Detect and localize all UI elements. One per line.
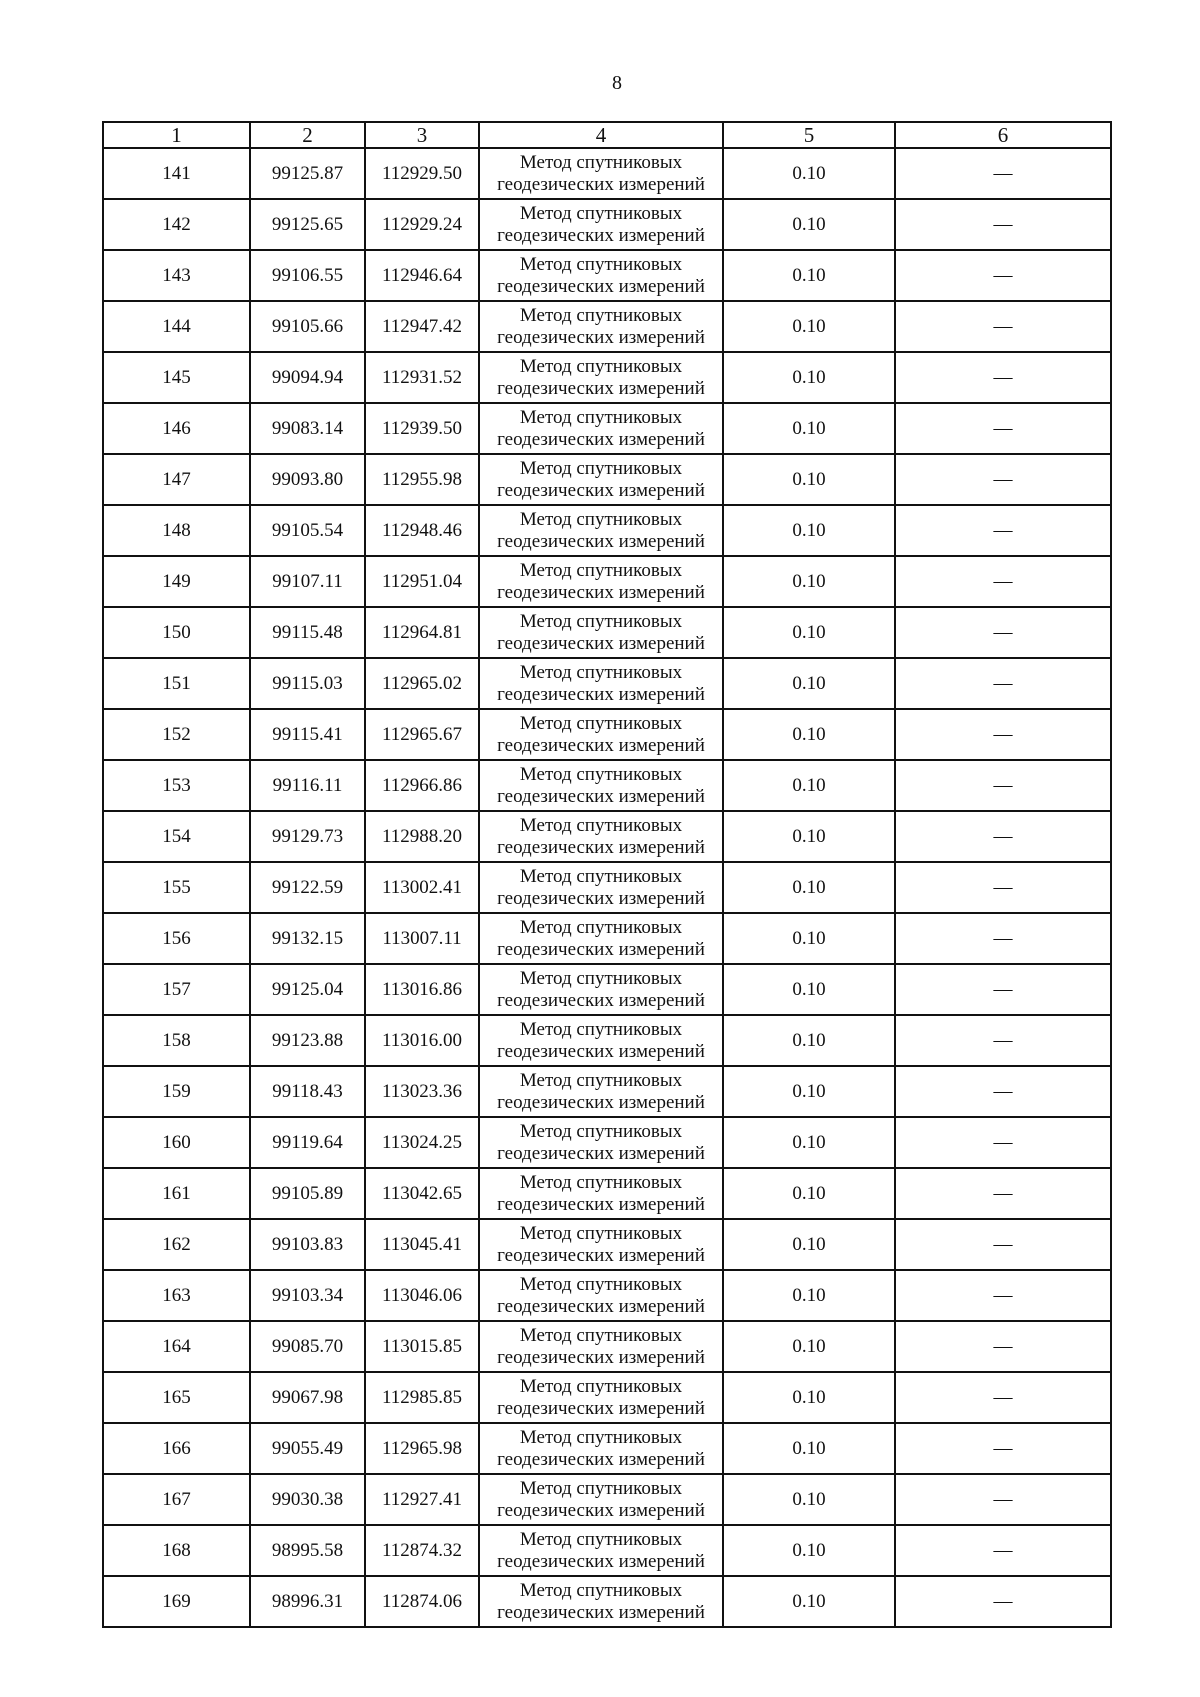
- column-header-3: 3: [365, 122, 479, 148]
- x-coordinate-cell: 98996.31: [250, 1576, 365, 1627]
- accuracy-cell: 0.10: [723, 1015, 895, 1066]
- x-coordinate-cell: 99125.65: [250, 199, 365, 250]
- x-coordinate-cell: 99103.34: [250, 1270, 365, 1321]
- table-row: [103, 1015, 1111, 1066]
- column-header-6: 6: [895, 122, 1111, 148]
- x-coordinate-cell: 99129.73: [250, 811, 365, 862]
- point-number-cell: 143: [103, 250, 250, 301]
- table-row: [103, 403, 1111, 454]
- x-coordinate-cell: 99106.55: [250, 250, 365, 301]
- x-coordinate-cell: 99132.15: [250, 913, 365, 964]
- accuracy-cell: 0.10: [723, 1372, 895, 1423]
- accuracy-cell: 0.10: [723, 760, 895, 811]
- accuracy-cell: 0.10: [723, 658, 895, 709]
- method-cell: Метод спутниковых геодезических измерений: [479, 1321, 723, 1372]
- point-number-cell: 166: [103, 1423, 250, 1474]
- y-coordinate-cell: 113024.25: [365, 1117, 479, 1168]
- point-number-cell: 169: [103, 1576, 250, 1627]
- accuracy-cell: 0.10: [723, 352, 895, 403]
- accuracy-cell: 0.10: [723, 556, 895, 607]
- note-cell: —: [895, 199, 1111, 250]
- table-row: [103, 199, 1111, 250]
- point-number-cell: 155: [103, 862, 250, 913]
- y-coordinate-cell: 112931.52: [365, 352, 479, 403]
- accuracy-cell: 0.10: [723, 199, 895, 250]
- point-number-cell: 160: [103, 1117, 250, 1168]
- table-row: [103, 250, 1111, 301]
- table-row: [103, 913, 1111, 964]
- table-row: [103, 760, 1111, 811]
- note-cell: —: [895, 811, 1111, 862]
- point-number-cell: 159: [103, 1066, 250, 1117]
- column-header-2: 2: [250, 122, 365, 148]
- table-row: [103, 1270, 1111, 1321]
- y-coordinate-cell: 112929.50: [365, 148, 479, 199]
- point-number-cell: 152: [103, 709, 250, 760]
- accuracy-cell: 0.10: [723, 505, 895, 556]
- point-number-cell: 158: [103, 1015, 250, 1066]
- accuracy-cell: 0.10: [723, 250, 895, 301]
- x-coordinate-cell: 99115.03: [250, 658, 365, 709]
- method-cell: Метод спутниковых геодезических измерений: [479, 454, 723, 505]
- accuracy-cell: 0.10: [723, 1066, 895, 1117]
- x-coordinate-cell: 99116.11: [250, 760, 365, 811]
- point-number-cell: 168: [103, 1525, 250, 1576]
- y-coordinate-cell: 112929.24: [365, 199, 479, 250]
- point-number-cell: 150: [103, 607, 250, 658]
- point-number-cell: 161: [103, 1168, 250, 1219]
- table-row: [103, 148, 1111, 199]
- point-number-cell: 154: [103, 811, 250, 862]
- y-coordinate-cell: 113016.86: [365, 964, 479, 1015]
- method-cell: Метод спутниковых геодезических измерений: [479, 811, 723, 862]
- table-row: [103, 964, 1111, 1015]
- method-cell: Метод спутниковых геодезических измерений: [479, 709, 723, 760]
- note-cell: —: [895, 403, 1111, 454]
- note-cell: —: [895, 1015, 1111, 1066]
- note-cell: —: [895, 913, 1111, 964]
- x-coordinate-cell: 99122.59: [250, 862, 365, 913]
- table-row: [103, 1525, 1111, 1576]
- x-coordinate-cell: 99105.66: [250, 301, 365, 352]
- y-coordinate-cell: 113015.85: [365, 1321, 479, 1372]
- table-row: [103, 1168, 1111, 1219]
- accuracy-cell: 0.10: [723, 1168, 895, 1219]
- x-coordinate-cell: 99115.41: [250, 709, 365, 760]
- y-coordinate-cell: 112946.64: [365, 250, 479, 301]
- x-coordinate-cell: 99125.87: [250, 148, 365, 199]
- method-cell: Метод спутниковых геодезических измерений: [479, 1066, 723, 1117]
- table-row: [103, 352, 1111, 403]
- note-cell: —: [895, 250, 1111, 301]
- table-row: [103, 811, 1111, 862]
- accuracy-cell: 0.10: [723, 607, 895, 658]
- x-coordinate-cell: 99119.64: [250, 1117, 365, 1168]
- method-cell: Метод спутниковых геодезических измерений: [479, 1219, 723, 1270]
- method-cell: Метод спутниковых геодезических измерений: [479, 1423, 723, 1474]
- y-coordinate-cell: 112985.85: [365, 1372, 479, 1423]
- x-coordinate-cell: 99085.70: [250, 1321, 365, 1372]
- x-coordinate-cell: 99105.54: [250, 505, 365, 556]
- y-coordinate-cell: 113002.41: [365, 862, 479, 913]
- point-number-cell: 147: [103, 454, 250, 505]
- note-cell: —: [895, 1474, 1111, 1525]
- accuracy-cell: 0.10: [723, 1474, 895, 1525]
- y-coordinate-cell: 112988.20: [365, 811, 479, 862]
- point-number-cell: 151: [103, 658, 250, 709]
- note-cell: —: [895, 505, 1111, 556]
- note-cell: —: [895, 1270, 1111, 1321]
- column-header-4: 4: [479, 122, 723, 148]
- table-row: [103, 1066, 1111, 1117]
- method-cell: Метод спутниковых геодезических измерений: [479, 556, 723, 607]
- method-cell: Метод спутниковых геодезических измерений: [479, 250, 723, 301]
- page-number: 8: [612, 72, 622, 94]
- note-cell: —: [895, 1576, 1111, 1627]
- x-coordinate-cell: 99105.89: [250, 1168, 365, 1219]
- y-coordinate-cell: 112965.02: [365, 658, 479, 709]
- y-coordinate-cell: 112927.41: [365, 1474, 479, 1525]
- y-coordinate-cell: 113023.36: [365, 1066, 479, 1117]
- point-number-cell: 144: [103, 301, 250, 352]
- method-cell: Метод спутниковых геодезических измерений: [479, 658, 723, 709]
- x-coordinate-cell: 99067.98: [250, 1372, 365, 1423]
- method-cell: Метод спутниковых геодезических измерений: [479, 607, 723, 658]
- table-row: [103, 1219, 1111, 1270]
- note-cell: —: [895, 1372, 1111, 1423]
- method-cell: Метод спутниковых геодезических измерений: [479, 760, 723, 811]
- x-coordinate-cell: 99107.11: [250, 556, 365, 607]
- x-coordinate-cell: 99118.43: [250, 1066, 365, 1117]
- point-number-cell: 165: [103, 1372, 250, 1423]
- y-coordinate-cell: 112874.32: [365, 1525, 479, 1576]
- note-cell: —: [895, 658, 1111, 709]
- table-row: [103, 709, 1111, 760]
- y-coordinate-cell: 112955.98: [365, 454, 479, 505]
- point-number-cell: 157: [103, 964, 250, 1015]
- note-cell: —: [895, 1066, 1111, 1117]
- note-cell: —: [895, 556, 1111, 607]
- x-coordinate-cell: 99103.83: [250, 1219, 365, 1270]
- method-cell: Метод спутниковых геодезических измерений: [479, 1270, 723, 1321]
- y-coordinate-cell: 112874.06: [365, 1576, 479, 1627]
- accuracy-cell: 0.10: [723, 1117, 895, 1168]
- accuracy-cell: 0.10: [723, 1423, 895, 1474]
- y-coordinate-cell: 112947.42: [365, 301, 479, 352]
- accuracy-cell: 0.10: [723, 1525, 895, 1576]
- point-number-cell: 149: [103, 556, 250, 607]
- accuracy-cell: 0.10: [723, 1321, 895, 1372]
- method-cell: Метод спутниковых геодезических измерений: [479, 1474, 723, 1525]
- method-cell: Метод спутниковых геодезических измерений: [479, 1372, 723, 1423]
- method-cell: Метод спутниковых геодезических измерений: [479, 301, 723, 352]
- point-number-cell: 163: [103, 1270, 250, 1321]
- note-cell: —: [895, 454, 1111, 505]
- note-cell: —: [895, 760, 1111, 811]
- method-cell: Метод спутниковых геодезических измерений: [479, 1168, 723, 1219]
- point-number-cell: 153: [103, 760, 250, 811]
- y-coordinate-cell: 112965.67: [365, 709, 479, 760]
- coordinates-table: [102, 121, 1112, 1628]
- method-cell: Метод спутниковых геодезических измерений: [479, 862, 723, 913]
- method-cell: Метод спутниковых геодезических измерений: [479, 1525, 723, 1576]
- point-number-cell: 145: [103, 352, 250, 403]
- method-cell: Метод спутниковых геодезических измерений: [479, 1117, 723, 1168]
- x-coordinate-cell: 99094.94: [250, 352, 365, 403]
- table-row: [103, 1474, 1111, 1525]
- point-number-cell: 162: [103, 1219, 250, 1270]
- header-row: [103, 122, 1111, 148]
- table-row: [103, 1372, 1111, 1423]
- table-row: [103, 1423, 1111, 1474]
- y-coordinate-cell: 112965.98: [365, 1423, 479, 1474]
- x-coordinate-cell: 98995.58: [250, 1525, 365, 1576]
- accuracy-cell: 0.10: [723, 1270, 895, 1321]
- method-cell: Метод спутниковых геодезических измерений: [479, 505, 723, 556]
- method-cell: Метод спутниковых геодезических измерений: [479, 964, 723, 1015]
- y-coordinate-cell: 113016.00: [365, 1015, 479, 1066]
- y-coordinate-cell: 113042.65: [365, 1168, 479, 1219]
- table-body: [103, 148, 1111, 1627]
- accuracy-cell: 0.10: [723, 148, 895, 199]
- x-coordinate-cell: 99093.80: [250, 454, 365, 505]
- y-coordinate-cell: 112964.81: [365, 607, 479, 658]
- note-cell: —: [895, 709, 1111, 760]
- y-coordinate-cell: 112951.04: [365, 556, 479, 607]
- method-cell: Метод спутниковых геодезических измерений: [479, 403, 723, 454]
- x-coordinate-cell: 99083.14: [250, 403, 365, 454]
- note-cell: —: [895, 1525, 1111, 1576]
- point-number-cell: 148: [103, 505, 250, 556]
- table-row: [103, 301, 1111, 352]
- accuracy-cell: 0.10: [723, 1219, 895, 1270]
- note-cell: —: [895, 964, 1111, 1015]
- method-cell: Метод спутниковых геодезических измерений: [479, 352, 723, 403]
- point-number-cell: 141: [103, 148, 250, 199]
- method-cell: Метод спутниковых геодезических измерений: [479, 148, 723, 199]
- table-row: [103, 1321, 1111, 1372]
- x-coordinate-cell: 99030.38: [250, 1474, 365, 1525]
- accuracy-cell: 0.10: [723, 811, 895, 862]
- note-cell: —: [895, 1168, 1111, 1219]
- table-row: [103, 505, 1111, 556]
- note-cell: —: [895, 607, 1111, 658]
- x-coordinate-cell: 99115.48: [250, 607, 365, 658]
- x-coordinate-cell: 99125.04: [250, 964, 365, 1015]
- note-cell: —: [895, 1321, 1111, 1372]
- accuracy-cell: 0.10: [723, 964, 895, 1015]
- accuracy-cell: 0.10: [723, 862, 895, 913]
- x-coordinate-cell: 99123.88: [250, 1015, 365, 1066]
- point-number-cell: 156: [103, 913, 250, 964]
- y-coordinate-cell: 113045.41: [365, 1219, 479, 1270]
- y-coordinate-cell: 112948.46: [365, 505, 479, 556]
- note-cell: —: [895, 1117, 1111, 1168]
- note-cell: —: [895, 1219, 1111, 1270]
- x-coordinate-cell: 99055.49: [250, 1423, 365, 1474]
- point-number-cell: 142: [103, 199, 250, 250]
- accuracy-cell: 0.10: [723, 1576, 895, 1627]
- y-coordinate-cell: 113046.06: [365, 1270, 479, 1321]
- table-row: [103, 658, 1111, 709]
- table-row: [103, 862, 1111, 913]
- accuracy-cell: 0.10: [723, 454, 895, 505]
- column-header-5: 5: [723, 122, 895, 148]
- y-coordinate-cell: 112939.50: [365, 403, 479, 454]
- accuracy-cell: 0.10: [723, 913, 895, 964]
- method-cell: Метод спутниковых геодезических измерений: [479, 1015, 723, 1066]
- y-coordinate-cell: 113007.11: [365, 913, 479, 964]
- table-row: [103, 454, 1111, 505]
- note-cell: —: [895, 1423, 1111, 1474]
- y-coordinate-cell: 112966.86: [365, 760, 479, 811]
- accuracy-cell: 0.10: [723, 301, 895, 352]
- table-row: [103, 607, 1111, 658]
- method-cell: Метод спутниковых геодезических измерений: [479, 199, 723, 250]
- accuracy-cell: 0.10: [723, 709, 895, 760]
- table-row: [103, 556, 1111, 607]
- table-row: [103, 1117, 1111, 1168]
- point-number-cell: 164: [103, 1321, 250, 1372]
- method-cell: Метод спутниковых геодезических измерений: [479, 913, 723, 964]
- accuracy-cell: 0.10: [723, 403, 895, 454]
- point-number-cell: 146: [103, 403, 250, 454]
- note-cell: —: [895, 301, 1111, 352]
- note-cell: —: [895, 862, 1111, 913]
- note-cell: —: [895, 352, 1111, 403]
- note-cell: —: [895, 148, 1111, 199]
- table-row: [103, 1576, 1111, 1627]
- column-header-1: 1: [103, 122, 250, 148]
- method-cell: Метод спутниковых геодезических измерений: [479, 1576, 723, 1627]
- point-number-cell: 167: [103, 1474, 250, 1525]
